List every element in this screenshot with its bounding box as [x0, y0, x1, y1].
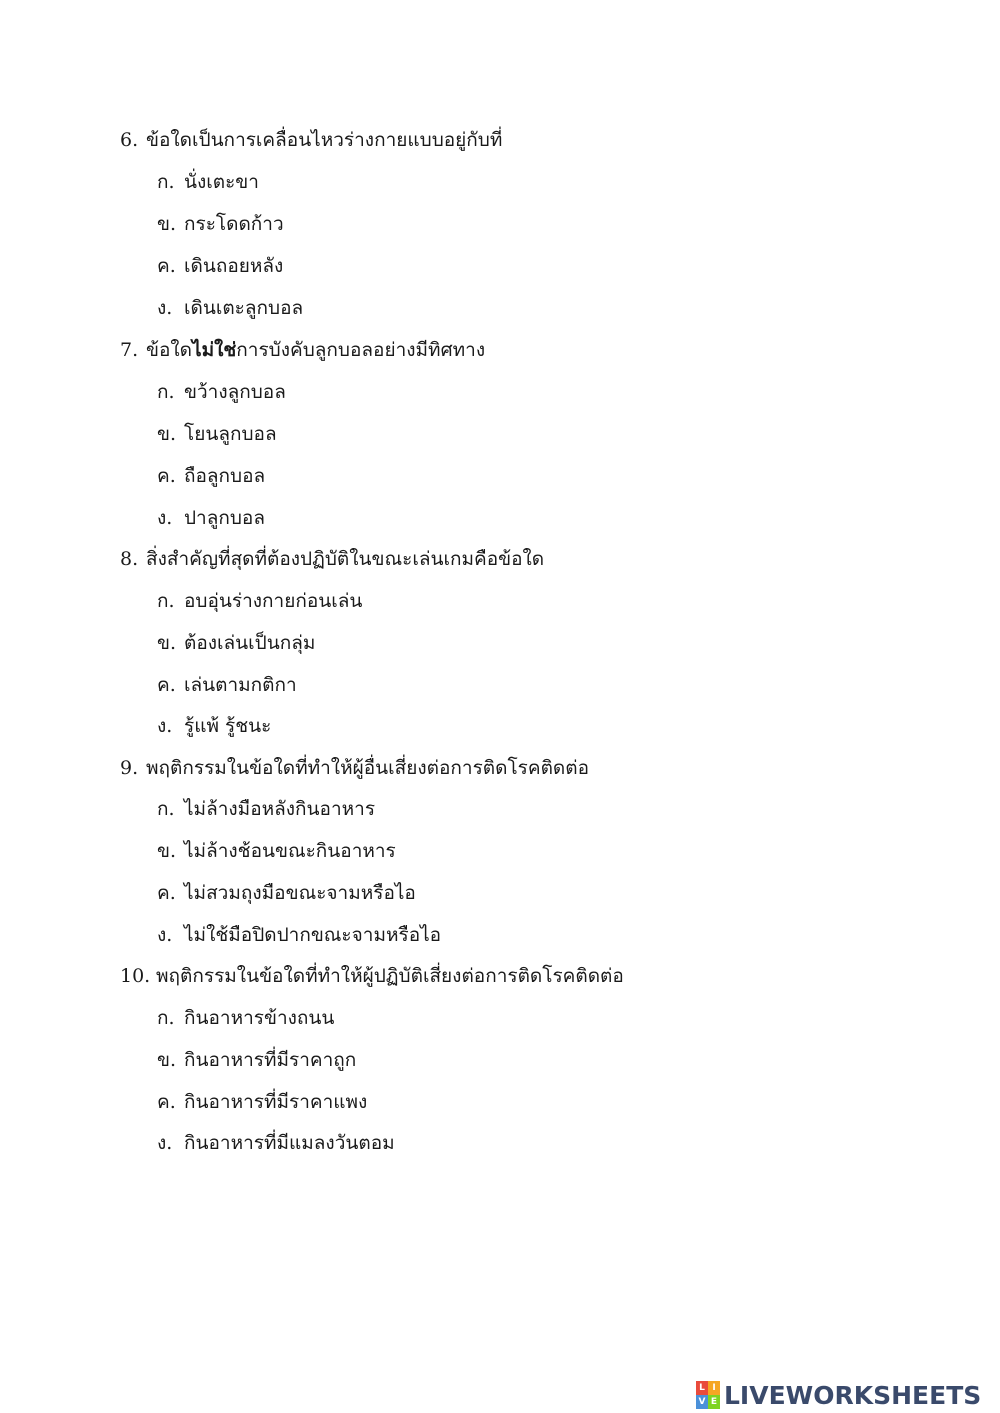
- question-number: 6.: [120, 129, 139, 151]
- option-text: กระโดดก้าว: [184, 213, 284, 235]
- option-8-a[interactable]: [157, 589, 362, 613]
- option-letter: ก.: [157, 1007, 175, 1029]
- question-7: [120, 338, 485, 362]
- option-text: เล่นตามกติกา: [184, 674, 297, 696]
- option-letter: ค.: [157, 674, 176, 696]
- option-letter: ค.: [157, 255, 176, 277]
- option-6-b[interactable]: [157, 212, 284, 236]
- option-letter: ง.: [157, 715, 173, 737]
- option-letter: ข.: [157, 1049, 177, 1071]
- option-text: ต้องเล่นเป็นกลุ่ม: [184, 632, 316, 654]
- option-letter: ก.: [157, 798, 175, 820]
- question-8: [120, 547, 544, 571]
- option-text: นั่งเตะขา: [184, 171, 259, 193]
- question-number: 9.: [120, 757, 139, 779]
- question-text-after: การบังคับลูกบอลอย่างมีทิศทาง: [236, 339, 486, 361]
- option-8-b[interactable]: [157, 631, 315, 655]
- option-9-a[interactable]: [157, 797, 375, 821]
- option-text: ไม่ล้างมือหลังกินอาหาร: [184, 798, 376, 820]
- option-7-d[interactable]: [157, 506, 265, 530]
- option-10-a[interactable]: [157, 1006, 334, 1030]
- question-text: พฤติกรรมในข้อใดที่ทำให้ผู้ปฏิบัติเสี่ยงต่อการติดโรคติดต่อ: [156, 965, 624, 987]
- logo-cell-i: I: [708, 1381, 720, 1395]
- option-6-c[interactable]: [157, 254, 283, 278]
- option-letter: ง.: [157, 924, 173, 946]
- question-9: [120, 756, 589, 780]
- question-number: 10.: [120, 965, 151, 987]
- option-letter: ง.: [157, 297, 173, 319]
- option-letter: ข.: [157, 213, 177, 235]
- option-letter: ก.: [157, 171, 175, 193]
- option-9-d[interactable]: [157, 923, 441, 947]
- option-6-a[interactable]: [157, 170, 259, 194]
- option-text: กินอาหารที่มีแมลงวันตอม: [184, 1132, 395, 1154]
- option-text: ไม่สวมถุงมือขณะจามหรือไอ: [184, 882, 416, 904]
- question-6: [120, 128, 502, 152]
- option-letter: ง.: [157, 507, 173, 529]
- option-letter: ค.: [157, 465, 176, 487]
- option-text: เดินถอยหลัง: [184, 255, 284, 277]
- option-letter: ข.: [157, 840, 177, 862]
- option-10-c[interactable]: [157, 1090, 367, 1114]
- option-text: ไม่ล้างช้อนขณะกินอาหาร: [184, 840, 396, 862]
- question-text: ข้อใดเป็นการเคลื่อนไหวร่างกายแบบอยู่กับที่: [146, 129, 503, 151]
- question-text: พฤติกรรมในข้อใดที่ทำให้ผู้อื่นเสี่ยงต่อการติดโรคติดต่อ: [146, 757, 589, 779]
- question-number: 8.: [120, 548, 139, 570]
- question-text: สิ่งสำคัญที่สุดที่ต้องปฏิบัติในขณะเล่นเกมคือข้อใด: [146, 548, 545, 570]
- option-text: ปาลูกบอล: [184, 507, 265, 529]
- logo-cell-l: L: [696, 1381, 708, 1395]
- option-text: อบอุ่นร่างกายก่อนเล่น: [184, 590, 363, 612]
- option-letter: ข.: [157, 423, 177, 445]
- option-letter: ค.: [157, 882, 176, 904]
- option-letter: ค.: [157, 1091, 176, 1113]
- option-7-a[interactable]: [157, 380, 286, 404]
- option-letter: ง.: [157, 1132, 173, 1154]
- option-text: กินอาหารที่มีราคาแพง: [184, 1091, 368, 1113]
- option-text: ไม่ใช้มือปิดปากขณะจามหรือไอ: [184, 924, 442, 946]
- question-10: [120, 964, 624, 988]
- option-7-c[interactable]: [157, 464, 265, 488]
- option-8-d[interactable]: [157, 714, 271, 738]
- option-9-b[interactable]: [157, 839, 396, 863]
- option-7-b[interactable]: [157, 422, 277, 446]
- option-9-c[interactable]: [157, 881, 416, 905]
- logo-cell-e: E: [708, 1395, 720, 1409]
- option-letter: ข.: [157, 632, 177, 654]
- option-10-d[interactable]: [157, 1131, 395, 1155]
- option-letter: ก.: [157, 381, 175, 403]
- option-text: รู้แพ้ รู้ชนะ: [184, 715, 272, 737]
- option-text: ถือลูกบอล: [184, 465, 266, 487]
- liveworksheets-logo-icon: [696, 1381, 720, 1409]
- question-text: ข้อใด: [146, 339, 193, 361]
- option-text: เดินเตะลูกบอล: [184, 297, 304, 319]
- option-text: กินอาหารข้างถนน: [184, 1007, 335, 1029]
- liveworksheets-branding[interactable]: [696, 1378, 981, 1412]
- liveworksheets-wordmark: LIVEWORKSHEETS: [724, 1380, 982, 1410]
- logo-cell-v: V: [696, 1395, 708, 1409]
- option-8-c[interactable]: [157, 673, 297, 697]
- option-text: ขว้างลูกบอล: [184, 381, 286, 403]
- option-text: โยนลูกบอล: [184, 423, 277, 445]
- option-letter: ก.: [157, 590, 175, 612]
- option-6-d[interactable]: [157, 296, 303, 320]
- option-10-b[interactable]: [157, 1048, 356, 1072]
- question-bold-text: ไม่ใช่: [192, 339, 237, 361]
- question-number: 7.: [120, 339, 139, 361]
- option-text: กินอาหารที่มีราคาถูก: [184, 1049, 357, 1071]
